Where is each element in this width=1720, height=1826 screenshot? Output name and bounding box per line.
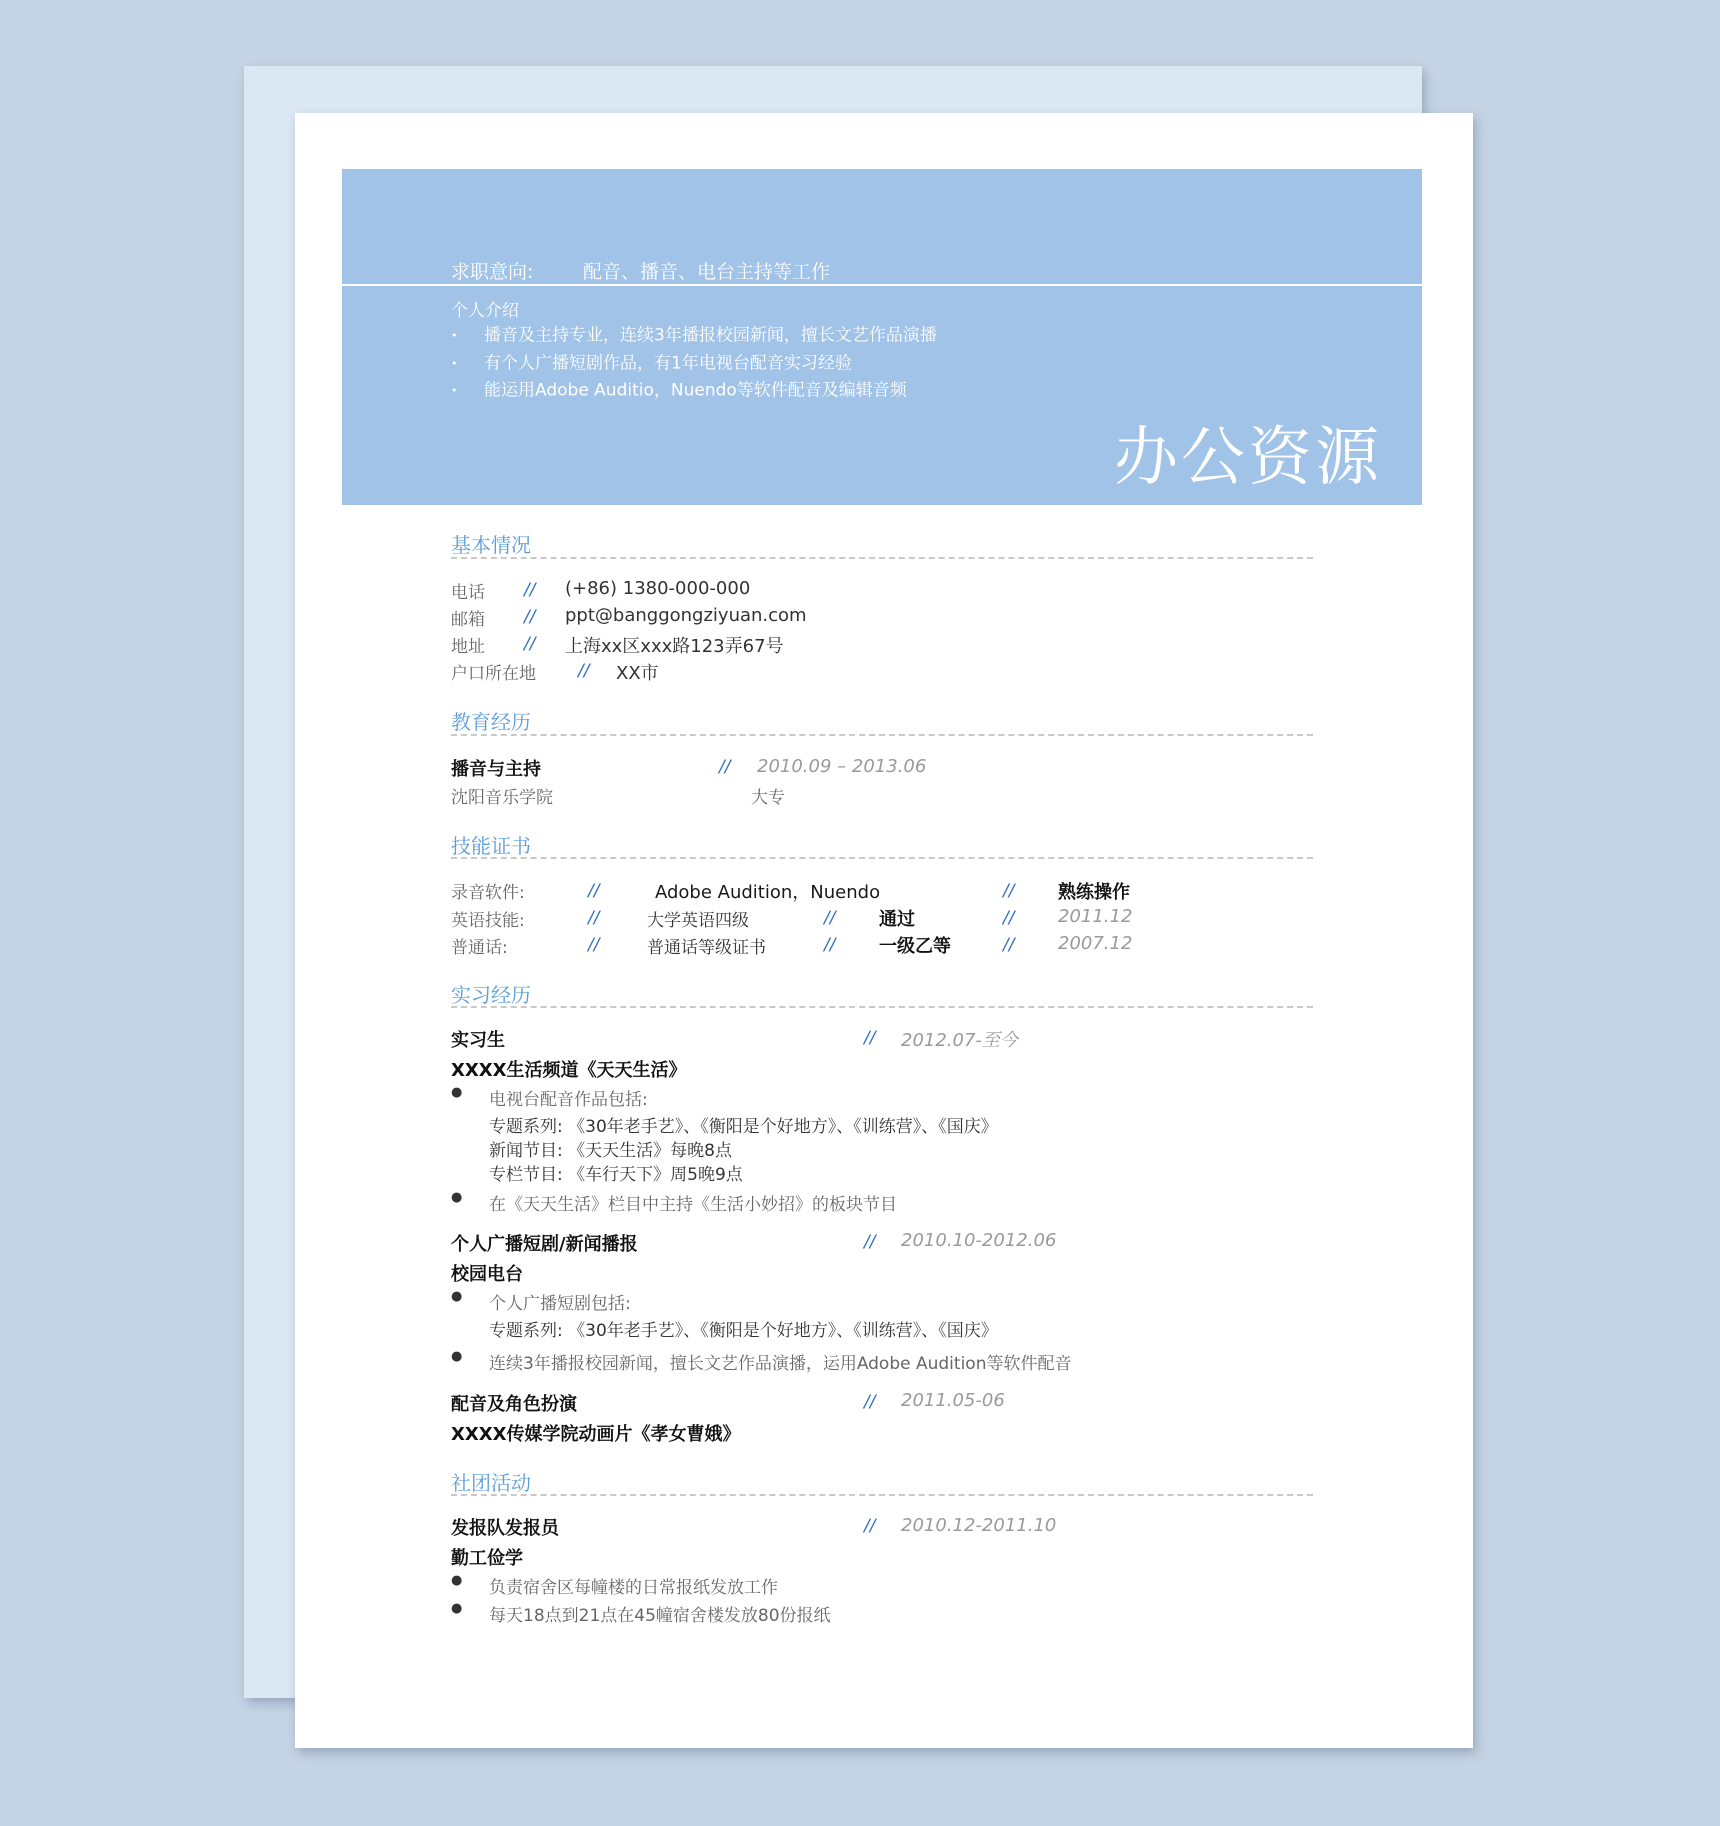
- separator: //: [524, 607, 536, 627]
- job-organization: XXXX传媒学院动画片《孝女曹娥》: [451, 1424, 741, 1445]
- job-date: 2010.10-2012.06: [901, 1230, 1057, 1251]
- list-item: ● 个人广播短剧包括:: [451, 1289, 631, 1314]
- education-date: 2010.09 – 2013.06: [757, 756, 927, 777]
- work-line: 新闻节目: 《天天生活》每晚8点: [489, 1141, 732, 1161]
- list-item: ● 在《天天生活》栏目中主持《生活小妙招》的板块节目: [451, 1190, 897, 1215]
- list-item: ● 连续3年播报校园新闻，擅长文艺作品演播，运用Adobe Audition等软件配音: [451, 1349, 1072, 1374]
- job-objective: [451, 257, 830, 284]
- club-date: 2010.12-2011.10: [901, 1515, 1057, 1536]
- email-value: ppt@banggongziyuan.com: [565, 605, 807, 626]
- separator: //: [1003, 881, 1015, 901]
- separator: //: [864, 1516, 876, 1536]
- job-title: 个人广播短剧/新闻播报: [451, 1234, 638, 1255]
- separator: //: [824, 935, 836, 955]
- objective-label: 求职意向:: [451, 261, 534, 283]
- intro-list: [451, 322, 937, 405]
- section-divider: [451, 1494, 1313, 1496]
- club-role: 发报队发报员: [451, 1518, 559, 1539]
- section-title-education: 教育经历: [451, 710, 531, 734]
- education-degree: 大专: [751, 788, 785, 808]
- separator: //: [719, 757, 731, 777]
- section-divider: [451, 857, 1313, 859]
- separator: //: [864, 1232, 876, 1252]
- separator: //: [588, 935, 600, 955]
- banner-divider: [342, 284, 1422, 286]
- job-organization: 校园电台: [451, 1264, 523, 1285]
- job-organization: XXXX生活频道《天天生活》: [451, 1060, 687, 1081]
- section-title-skills: 技能证书: [451, 834, 531, 858]
- job-date: 2011.05-06: [901, 1390, 1005, 1411]
- skill-date: 2011.12: [1058, 906, 1133, 927]
- intro-title: 个人介绍: [451, 301, 519, 321]
- address-value: 上海xx区xxx路123弄67号: [565, 636, 784, 657]
- objective-value: 配音、播音、电台主持等工作: [583, 261, 831, 283]
- separator: //: [864, 1392, 876, 1412]
- address-label: 地址: [451, 637, 485, 657]
- skill-label: 录音软件:: [451, 883, 525, 903]
- education-school: 沈阳音乐学院: [451, 788, 553, 808]
- section-divider: [451, 1006, 1313, 1008]
- club-organization: 勤工俭学: [451, 1548, 523, 1569]
- separator: //: [1003, 935, 1015, 955]
- separator: //: [578, 661, 590, 681]
- skill-result: 通过: [879, 909, 915, 930]
- work-line: 专题系列: 《30年老手艺》、《衡阳是个好地方》、《训练营》、《国庆》: [489, 1321, 998, 1341]
- hukou-value: XX市: [616, 663, 659, 684]
- section-divider: [451, 557, 1313, 559]
- separator: //: [864, 1028, 876, 1048]
- work-line: 专题系列: 《30年老手艺》、《衡阳是个好地方》、《训练营》、《国庆》: [489, 1117, 998, 1137]
- intro-item: • 能运用Adobe Auditio，Nuendo等软件配音及编辑音频: [451, 380, 907, 401]
- skill-result: 一级乙等: [879, 936, 951, 957]
- separator: //: [524, 580, 536, 600]
- header-banner: [342, 169, 1422, 505]
- list-item: ● 负责宿舍区每幢楼的日常报纸发放工作: [451, 1573, 778, 1598]
- skill-level: 熟练操作: [1058, 882, 1130, 903]
- separator: //: [588, 908, 600, 928]
- skill-date: 2007.12: [1058, 933, 1133, 954]
- separator: //: [824, 908, 836, 928]
- skill-item: 大学英语四级: [647, 911, 749, 931]
- section-title-club: 社团活动: [451, 1471, 531, 1495]
- brand-name: 办公资源: [1114, 421, 1382, 495]
- phone-label: 电话: [451, 583, 485, 603]
- list-item: ● 电视台配音作品包括:: [451, 1085, 648, 1110]
- list-item: ● 每天18点到21点在45幢宿舍楼发放80份报纸: [451, 1601, 831, 1626]
- intro-item: • 有个人广播短剧作品，有1年电视台配音实习经验: [451, 353, 852, 373]
- separator: //: [1003, 908, 1015, 928]
- skill-item: Adobe Audition，Nuendo: [655, 882, 881, 903]
- intro-item: • 播音及主持专业，连续3年播报校园新闻，擅长文艺作品演播: [451, 325, 937, 346]
- skill-label: 普通话:: [451, 938, 508, 958]
- hukou-label: 户口所在地: [451, 664, 536, 684]
- skill-label: 英语技能:: [451, 911, 525, 931]
- separator: //: [588, 881, 600, 901]
- section-title-internship: 实习经历: [451, 983, 531, 1007]
- job-title: 实习生: [451, 1030, 505, 1051]
- skill-item: 普通话等级证书: [647, 938, 766, 958]
- job-date: 2012.07-至今: [901, 1030, 1018, 1051]
- phone-value: (+86) 1380-000-000: [565, 578, 751, 599]
- separator: //: [524, 634, 536, 654]
- section-divider: [451, 734, 1313, 736]
- education-major: 播音与主持: [451, 759, 541, 780]
- work-line: 专栏节目: 《车行天下》周5晚9点: [489, 1165, 743, 1185]
- email-label: 邮箱: [451, 610, 485, 630]
- section-title-basic: 基本情况: [451, 533, 531, 557]
- job-title: 配音及角色扮演: [451, 1394, 577, 1415]
